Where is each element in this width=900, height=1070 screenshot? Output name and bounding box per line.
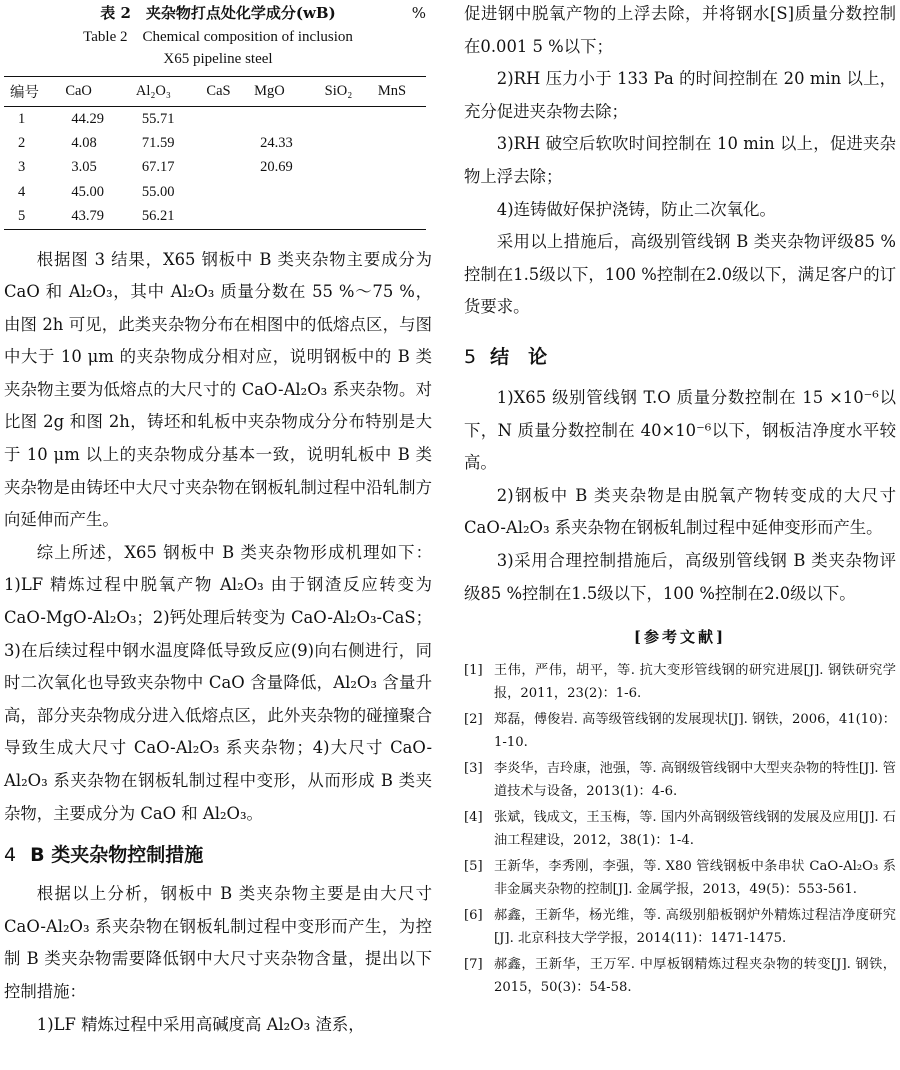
reference-text: 张斌，钱成文，王玉梅，等. 国内外高钢级管线钢的发展及应用[J]. 石油工程建设，2012，38(1)：1-4. bbox=[494, 810, 896, 848]
table-cell: 45.00 bbox=[71, 183, 104, 200]
reference-number: [5] bbox=[464, 859, 483, 875]
table-cell bbox=[248, 205, 319, 230]
conclusion-item: 1)X65 级别管线钢 T.O 质量分数控制在 15 ×10⁻⁶以下，N 质量分数控制在 40×10⁻⁶以下，钢板洁净度水平较高。 bbox=[464, 387, 896, 473]
body-paragraph: 1)LF 精炼过程中采用高碱度高 Al₂O₃ 渣系， bbox=[36, 1014, 365, 1034]
table-cell: 43.79 bbox=[59, 205, 130, 230]
reference-number: [3] bbox=[464, 761, 483, 777]
section-number: 4 bbox=[4, 844, 17, 867]
reference-item bbox=[464, 660, 896, 705]
table-cell: 4.08 bbox=[71, 134, 97, 151]
reference-text: 李炎华，吉玲康，池强，等. 高钢级管线钢中大型夹杂物的特性[J]. 管道技术与设备，2013(1)：4-6. bbox=[494, 761, 896, 799]
body-paragraph: 4)连铸做好保护浇铸，防止二次氧化。 bbox=[496, 199, 776, 219]
table-cell bbox=[372, 156, 426, 181]
table-cell: 3.05 bbox=[71, 159, 97, 176]
table-cell: 67.17 bbox=[141, 159, 175, 176]
col-header-id: 编号 bbox=[4, 77, 59, 107]
table-caption-en-2: X65 pipeline steel bbox=[163, 51, 273, 67]
reference-number: [7] bbox=[464, 957, 483, 973]
table-cell bbox=[319, 180, 372, 205]
table-unit: % bbox=[411, 4, 426, 22]
composition-table bbox=[4, 76, 426, 230]
table-cell bbox=[372, 205, 426, 230]
references-title: [参考文献] bbox=[633, 628, 727, 647]
table-caption-en-1: Table 2 Chemical composition of inclusion bbox=[83, 29, 353, 45]
table-cell: 2 bbox=[18, 134, 26, 151]
table-cell: 20.69 bbox=[260, 159, 293, 176]
body-paragraph: 采用以上措施后，高级别管线钢 B 类夹杂物评级85 %控制在1.5级以下，100 %控制在2.0级以下，满足客户的订货要求。 bbox=[464, 232, 897, 317]
reference-item bbox=[464, 954, 896, 999]
table-cell bbox=[200, 156, 248, 181]
table-cell: 56.21 bbox=[130, 205, 201, 230]
reference-number: [4] bbox=[464, 810, 483, 826]
table-cell bbox=[200, 205, 248, 230]
body-paragraph: 综上所述，X65 钢板中 B 类夹杂物形成机理如下：1)LF 精炼过程中脱氧产物 Al₂O₃ 由于钢渣反应转变为 CaO-MgO-Al₂O₃；2)钙处理后转变为 CaO-Al₂O₃-CaS；3)在后续过程中钢水温度降低导致反应(9)向右侧进行，同时二次氧化也导致夹杂物中 CaO 含量降低，Al₂O₃ 含量升高，部分夹杂物成分进入低熔点区，此外夹杂物的碰撞聚合导致生成大尺寸 CaO-Al₂O₃ 系夹杂物；4)大尺寸 CaO-Al₂O₃ 系夹杂物在钢板轧制过程中变形，从而形成 B 类夹杂物，主要成分为 CaO 和 Al₂O₃。 bbox=[4, 542, 432, 823]
table-cell: 44.29 bbox=[71, 110, 104, 127]
reference-item bbox=[464, 905, 896, 950]
table-cell: 55.00 bbox=[141, 183, 175, 200]
table-cell bbox=[200, 180, 248, 205]
table-row bbox=[4, 156, 426, 181]
table-cell bbox=[319, 156, 372, 181]
col-header-al2o3: Al₂O₃ bbox=[130, 77, 201, 107]
col-header-cas: CaS bbox=[200, 77, 248, 107]
left-column bbox=[4, 0, 432, 1041]
table-row bbox=[4, 107, 426, 132]
table-cell bbox=[372, 131, 426, 156]
table-cell bbox=[248, 180, 319, 205]
table-cell: 3 bbox=[18, 159, 26, 176]
section-number: 5 bbox=[464, 345, 477, 368]
table-cell bbox=[319, 131, 372, 156]
reference-number: [1] bbox=[464, 663, 483, 679]
table-row bbox=[4, 180, 426, 205]
reference-item bbox=[464, 758, 896, 803]
section-title: B 类夹杂物控制措施 bbox=[30, 844, 204, 867]
col-header-cao: CaO bbox=[59, 77, 130, 107]
section-heading bbox=[464, 340, 896, 374]
section-title: 结 论 bbox=[490, 345, 548, 368]
reference-text: 王新华，李秀刚，李强，等. X80 管线钢板中条串状 CaO-Al₂O₃ 系非金属夹杂物的控制[J]. 金属学报，2013，49(5)：553-561. bbox=[494, 859, 896, 897]
reference-item bbox=[464, 709, 896, 754]
body-paragraph: 根据图 3 结果，X65 钢板中 B 类夹杂物主要成分为 CaO 和 Al₂O₃，其中 Al₂O₃ 质量分数在 55 %～75 %，由图 2h 可见，此类夹杂物分布在相图中的低熔点区，与图中大于 10 μm 的夹杂物成分相对应，说明钢板中的 B 类夹杂物主要为低熔点的大尺寸的 CaO-Al₂O₃ 系夹杂物。对比图 2g 和图 2h，铸坯和轧板中夹杂物成分分布特别是大于 10 μm 以上的夹杂物成分基本一致，说明轧板中 B 类夹杂物是由铸坯中大尺寸夹杂物在钢板轧制过程中沿轧制方向延伸而产生。 bbox=[4, 249, 432, 530]
table-row bbox=[4, 205, 426, 230]
table-cell: 24.33 bbox=[260, 134, 293, 151]
table-cell bbox=[200, 107, 248, 132]
table-cell: 1 bbox=[18, 110, 26, 127]
conclusion-item: 2)钢板中 B 类夹杂物是由脱氧产物转变成的大尺寸 CaO-Al₂O₃ 系夹杂物在钢板轧制过程中延伸变形而产生。 bbox=[464, 485, 896, 538]
table-cell bbox=[319, 107, 372, 132]
body-paragraph: 促进钢中脱氧产物的上浮去除，并将钢水[S]质量分数控制在0.001 5 %以下； bbox=[464, 4, 896, 56]
col-header-mgo: MgO bbox=[248, 77, 319, 107]
table-caption-cn-text: 表 2 夹杂物打点处化学成分(wB) bbox=[100, 4, 336, 22]
table-cell bbox=[372, 107, 426, 132]
reference-item bbox=[464, 807, 896, 852]
body-paragraph: 2)RH 压力小于 133 Pa 的时间控制在 20 min 以上，充分促进夹杂物去除； bbox=[464, 69, 896, 121]
body-paragraph: 根据以上分析，钢板中 B 类夹杂物主要是由大尺寸 CaO-Al₂O₃ 系夹杂物在钢板轧制过程中变形而产生，为控制 B 类夹杂物需要降低钢中大尺寸夹杂物含量，提出以下控制措施： bbox=[4, 884, 432, 1001]
reference-text: 郝鑫，王新华，王万军. 中厚板钢精炼过程夹杂物的转变[J]. 钢铁，2015，50(3)：54-58. bbox=[494, 957, 896, 995]
table-cell bbox=[200, 131, 248, 156]
reference-number: [2] bbox=[464, 712, 483, 728]
reference-text: 王伟，严伟，胡平，等. 抗大变形管线钢的研究进展[J]. 钢铁研究学报，2011，23(2)：1-6. bbox=[494, 663, 896, 701]
table-row bbox=[4, 131, 426, 156]
reference-item bbox=[464, 856, 896, 901]
table-header-row bbox=[4, 77, 426, 107]
table-cell: 55.71 bbox=[141, 110, 175, 127]
reference-text: 郝鑫，王新华，杨光维，等. 高级别船板钢炉外精炼过程洁净度研究[J]. 北京科技大学学报，2014(11)：1471-1475. bbox=[494, 908, 896, 946]
table-caption-cn bbox=[4, 0, 432, 26]
col-header-sio2: SiO₂ bbox=[319, 77, 372, 107]
body-paragraph: 3)RH 破空后软吹时间控制在 10 min 以上，促进夹杂物上浮去除； bbox=[464, 134, 896, 186]
table-cell: 5 bbox=[4, 205, 59, 230]
reference-number: [6] bbox=[464, 908, 483, 924]
table-cell bbox=[319, 205, 372, 230]
table-cell bbox=[248, 107, 319, 132]
reference-list bbox=[464, 660, 896, 999]
reference-text: 郑磊，傅俊岩. 高等级管线钢的发展现状[J]. 钢铁，2006，41(10)：1-10. bbox=[494, 712, 896, 750]
table-cell: 4 bbox=[18, 183, 26, 200]
table-cell: 71.59 bbox=[141, 134, 175, 151]
table-cell bbox=[372, 180, 426, 205]
right-column bbox=[464, 0, 896, 1003]
section-heading bbox=[4, 838, 432, 872]
col-header-mns: MnS bbox=[372, 77, 426, 107]
conclusion-item: 3)采用合理控制措施后，高级别管线钢 B 类夹杂物评级85 %控制在1.5级以下，100 %控制在2.0级以下。 bbox=[464, 550, 896, 603]
